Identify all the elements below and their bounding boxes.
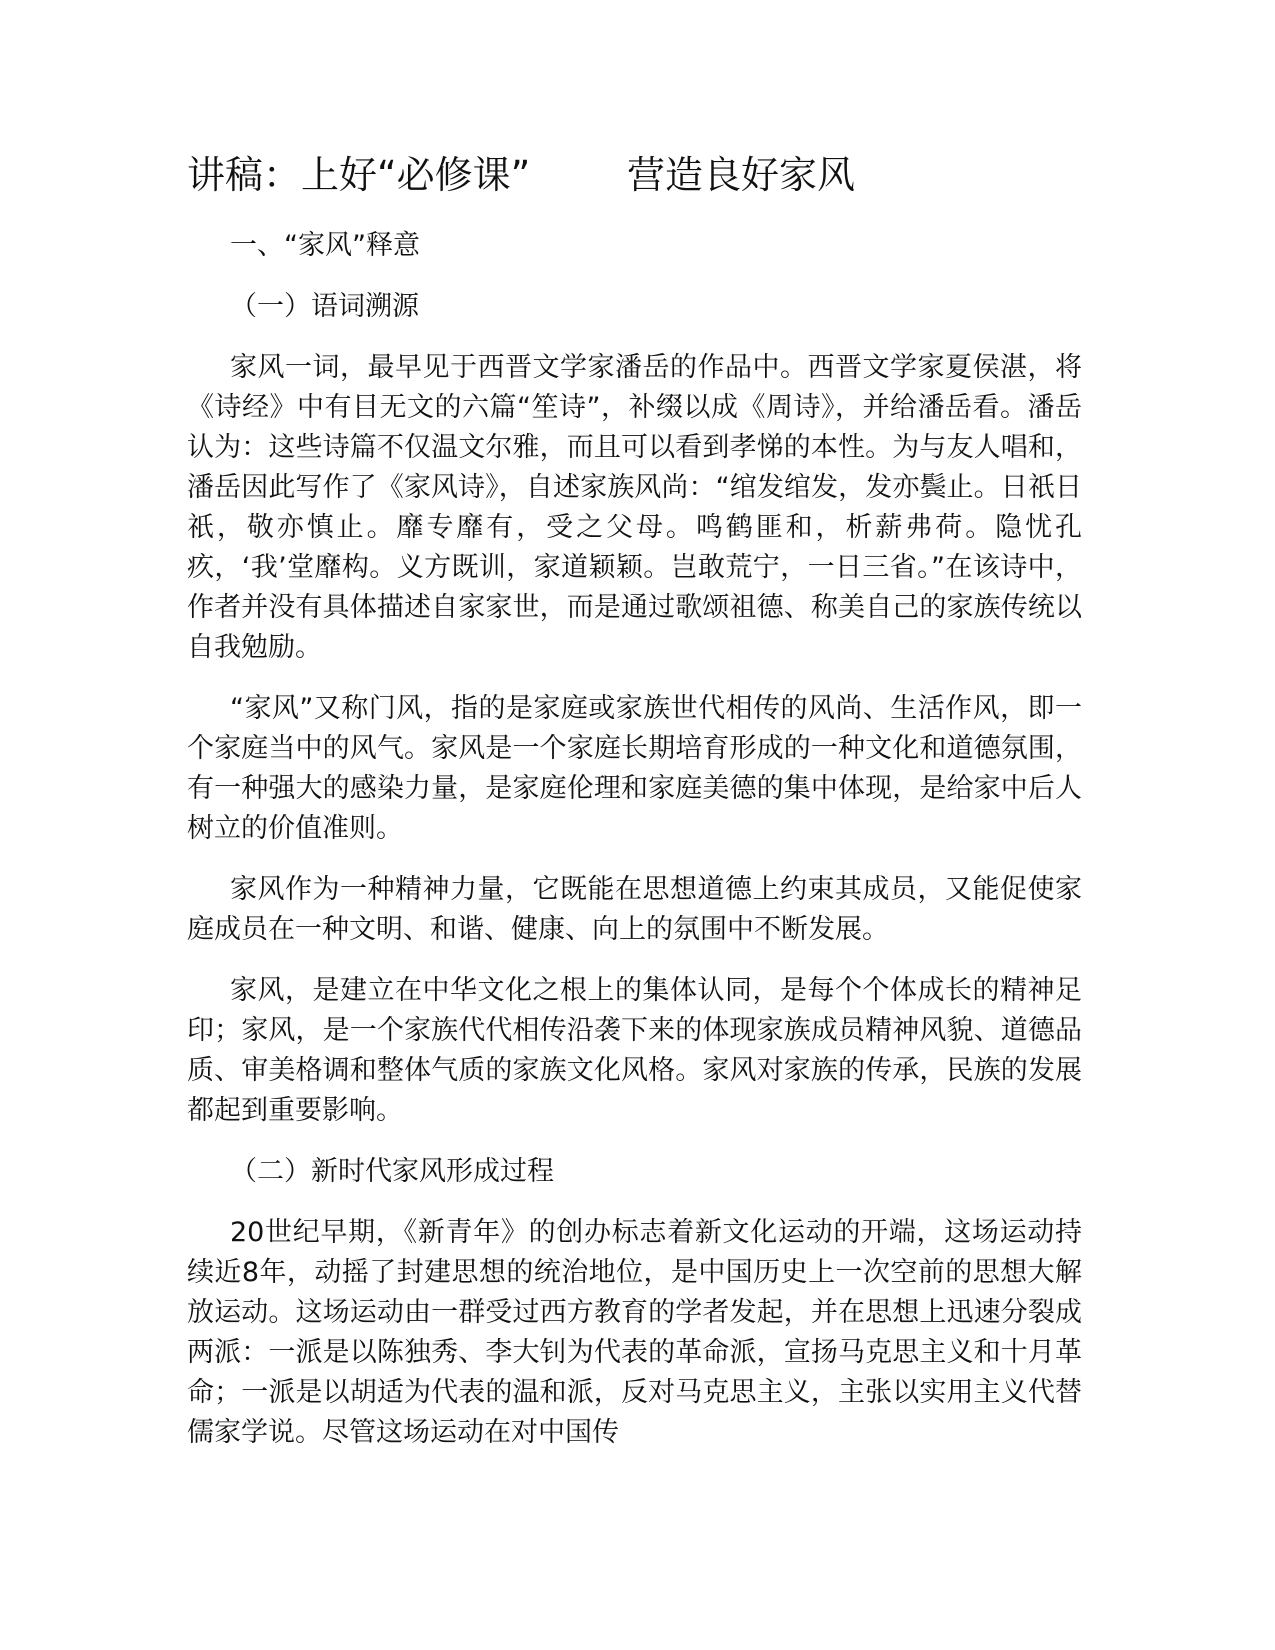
body-paragraph: 家风，是建立在中华文化之根上的集体认同，是每个个体成长的精神足印；家风，是一个家族代代相传沿袭下来的体现家族成员精神风貌、道德品质、审美格调和整体气质的家族文化风格。家风对家族的传承，民族的发展都起到重要影响。 [187,975,1082,1126]
body-paragraph: “家风”又称门风，指的是家庭或家族世代相传的风尚、生活作风，即一个家庭当中的风气。家风是一个家庭长期培育形成的一种文化和道德氛围，有一种强大的感染力量，是家庭伦理和家庭美德的集中体现，是给家中后人树立的价值准则。 [187,693,1082,844]
body-paragraph: 家风一词，最早见于西晋文学家潘岳的作品中。西晋文学家夏侯湛，将《诗经》中有目无文的六篇“笙诗”，补缀以成《周诗》，并给潘岳看。潘岳认为：这些诗篇不仅温文尔雅，而且可以看到孝悌的本性。为与友人唱和，潘岳因此写作了《家风诗》，自述家族风尚：“绾发绾发，发亦鬓止。日祇日祇，敬亦慎止。靡专靡有，受之父母。鸣鹤匪和，析薪弗荷。隐忧孔疚，‘我’堂靡构。义方既训，家道颖颖。岂敢荒宁，一日三省。”在该诗中，作者并没有具体描述自家家世，而是通过歌颂祖德、称美自己的家族传统以自我勉励。 [187,352,1082,663]
body-paragraph: 家风作为一种精神力量，它既能在思想道德上约束其成员，又能促使家庭成员在一种文明、和谐、健康、向上的氛围中不断发展。 [187,874,1082,945]
subsection-heading: （二）新时代家风形成过程 [230,1156,554,1187]
body-paragraph: 20世纪早期，《新青年》的创办标志着新文化运动的开端，这场运动持续近8年，动摇了封建思想的统治地位，是中国历史上一次空前的思想大解放运动。这场运动由一群受过西方教育的学者发起，并在思想上迅速分裂成两派：一派是以陈独秀、李大钊为代表的革命派，宣扬马克思主义和十月革命；一派是以胡适为代表的温和派，反对马克思主义，主张以实用主义代替儒家学说。尽管这场运动在对中国传 [187,1217,1082,1448]
document-body [187,226,1082,1474]
section-heading: 一、“家风”释意 [230,230,420,261]
document-title: 讲稿：上好“必修课” 营造良好家风 [187,153,856,197]
subsection-heading: （一）语词溯源 [230,291,419,322]
